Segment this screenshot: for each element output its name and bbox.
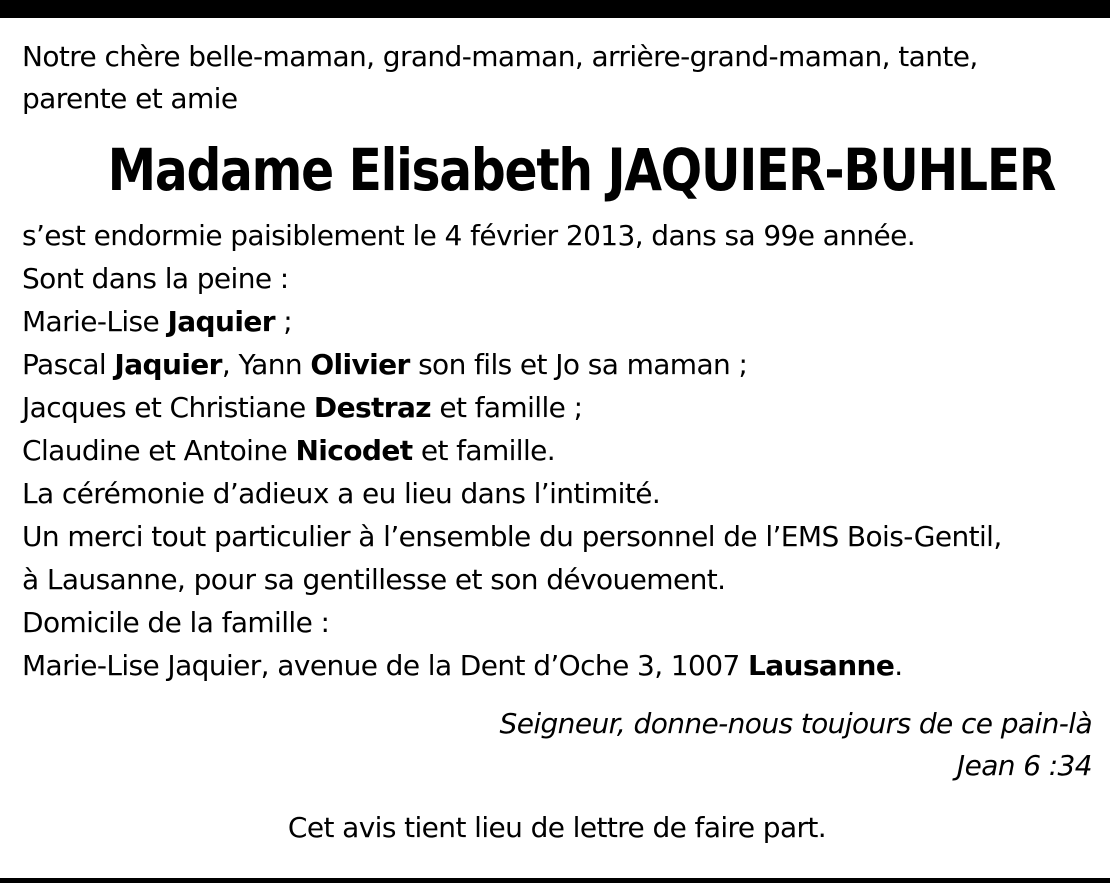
- intro-line-2: parente et amie: [22, 82, 238, 115]
- bottom-rule: [0, 878, 1110, 883]
- mourner-surname-2: Olivier: [310, 348, 410, 381]
- closing-note: Cet avis tient lieu de lettre de faire part.: [287, 811, 827, 844]
- scripture-quote: [22, 703, 1092, 787]
- mourner-line-1: [22, 300, 1092, 343]
- intro-line-1: Notre chère belle-maman, grand-maman, arrière-grand-maman, tante,: [22, 40, 978, 73]
- top-rule: [0, 0, 1110, 18]
- mourner-suffix: et famille ;: [431, 391, 583, 424]
- mourners-heading: Sont dans la peine :: [22, 262, 289, 295]
- mourner-middle-text: , Yann: [221, 348, 311, 381]
- mourner-first-name: Marie-Lise: [22, 305, 168, 338]
- thanks-line-1: Un merci tout particulier à l’ensemble du personnel de l’EMS Bois-Gentil,: [22, 520, 1002, 553]
- deceased-name: Madame Elisabeth JAQUIER-BUHLER: [107, 136, 1056, 204]
- address-city: Lausanne: [747, 649, 895, 682]
- mourner-first-name: Claudine et Antoine: [22, 434, 296, 467]
- mourner-suffix: et famille.: [412, 434, 556, 467]
- domicile-heading: Domicile de la famille :: [22, 606, 330, 639]
- mourner-surname: Jaquier: [167, 305, 275, 338]
- ceremony-line: La cérémonie d’adieux a eu lieu dans l’intimité.: [22, 477, 661, 510]
- mourner-surname: Jaquier: [114, 348, 222, 381]
- address-text: Marie-Lise Jaquier, avenue de la Dent d’Oche 3, 1007: [22, 649, 748, 682]
- mourner-surname: Destraz: [313, 391, 432, 424]
- thanks-line-2: à Lausanne, pour sa gentillesse et son dévouement.: [22, 563, 726, 596]
- notice-body: [22, 214, 1092, 687]
- quote-text: Seigneur, donne-nous toujours de ce pain-là: [499, 707, 1092, 740]
- obituary-notice: [22, 36, 1092, 849]
- passing-line: s’est endormie paisiblement le 4 février 2013, dans sa 99e année.: [22, 219, 916, 252]
- intro-text: [22, 36, 1092, 120]
- mourner-suffix: ;: [274, 305, 293, 338]
- address-line: [22, 644, 1092, 687]
- address-suffix: .: [894, 649, 903, 682]
- mourner-surname: Nicodet: [295, 434, 413, 467]
- mourner-suffix: son fils et Jo sa maman ;: [409, 348, 748, 381]
- mourner-first-name: Pascal: [22, 348, 115, 381]
- quote-reference: Jean 6 :34: [956, 749, 1092, 782]
- mourner-line-4: [22, 429, 1092, 472]
- mourner-line-3: [22, 386, 1092, 429]
- mourner-line-2: [22, 343, 1092, 386]
- mourner-first-name: Jacques et Christiane: [22, 391, 314, 424]
